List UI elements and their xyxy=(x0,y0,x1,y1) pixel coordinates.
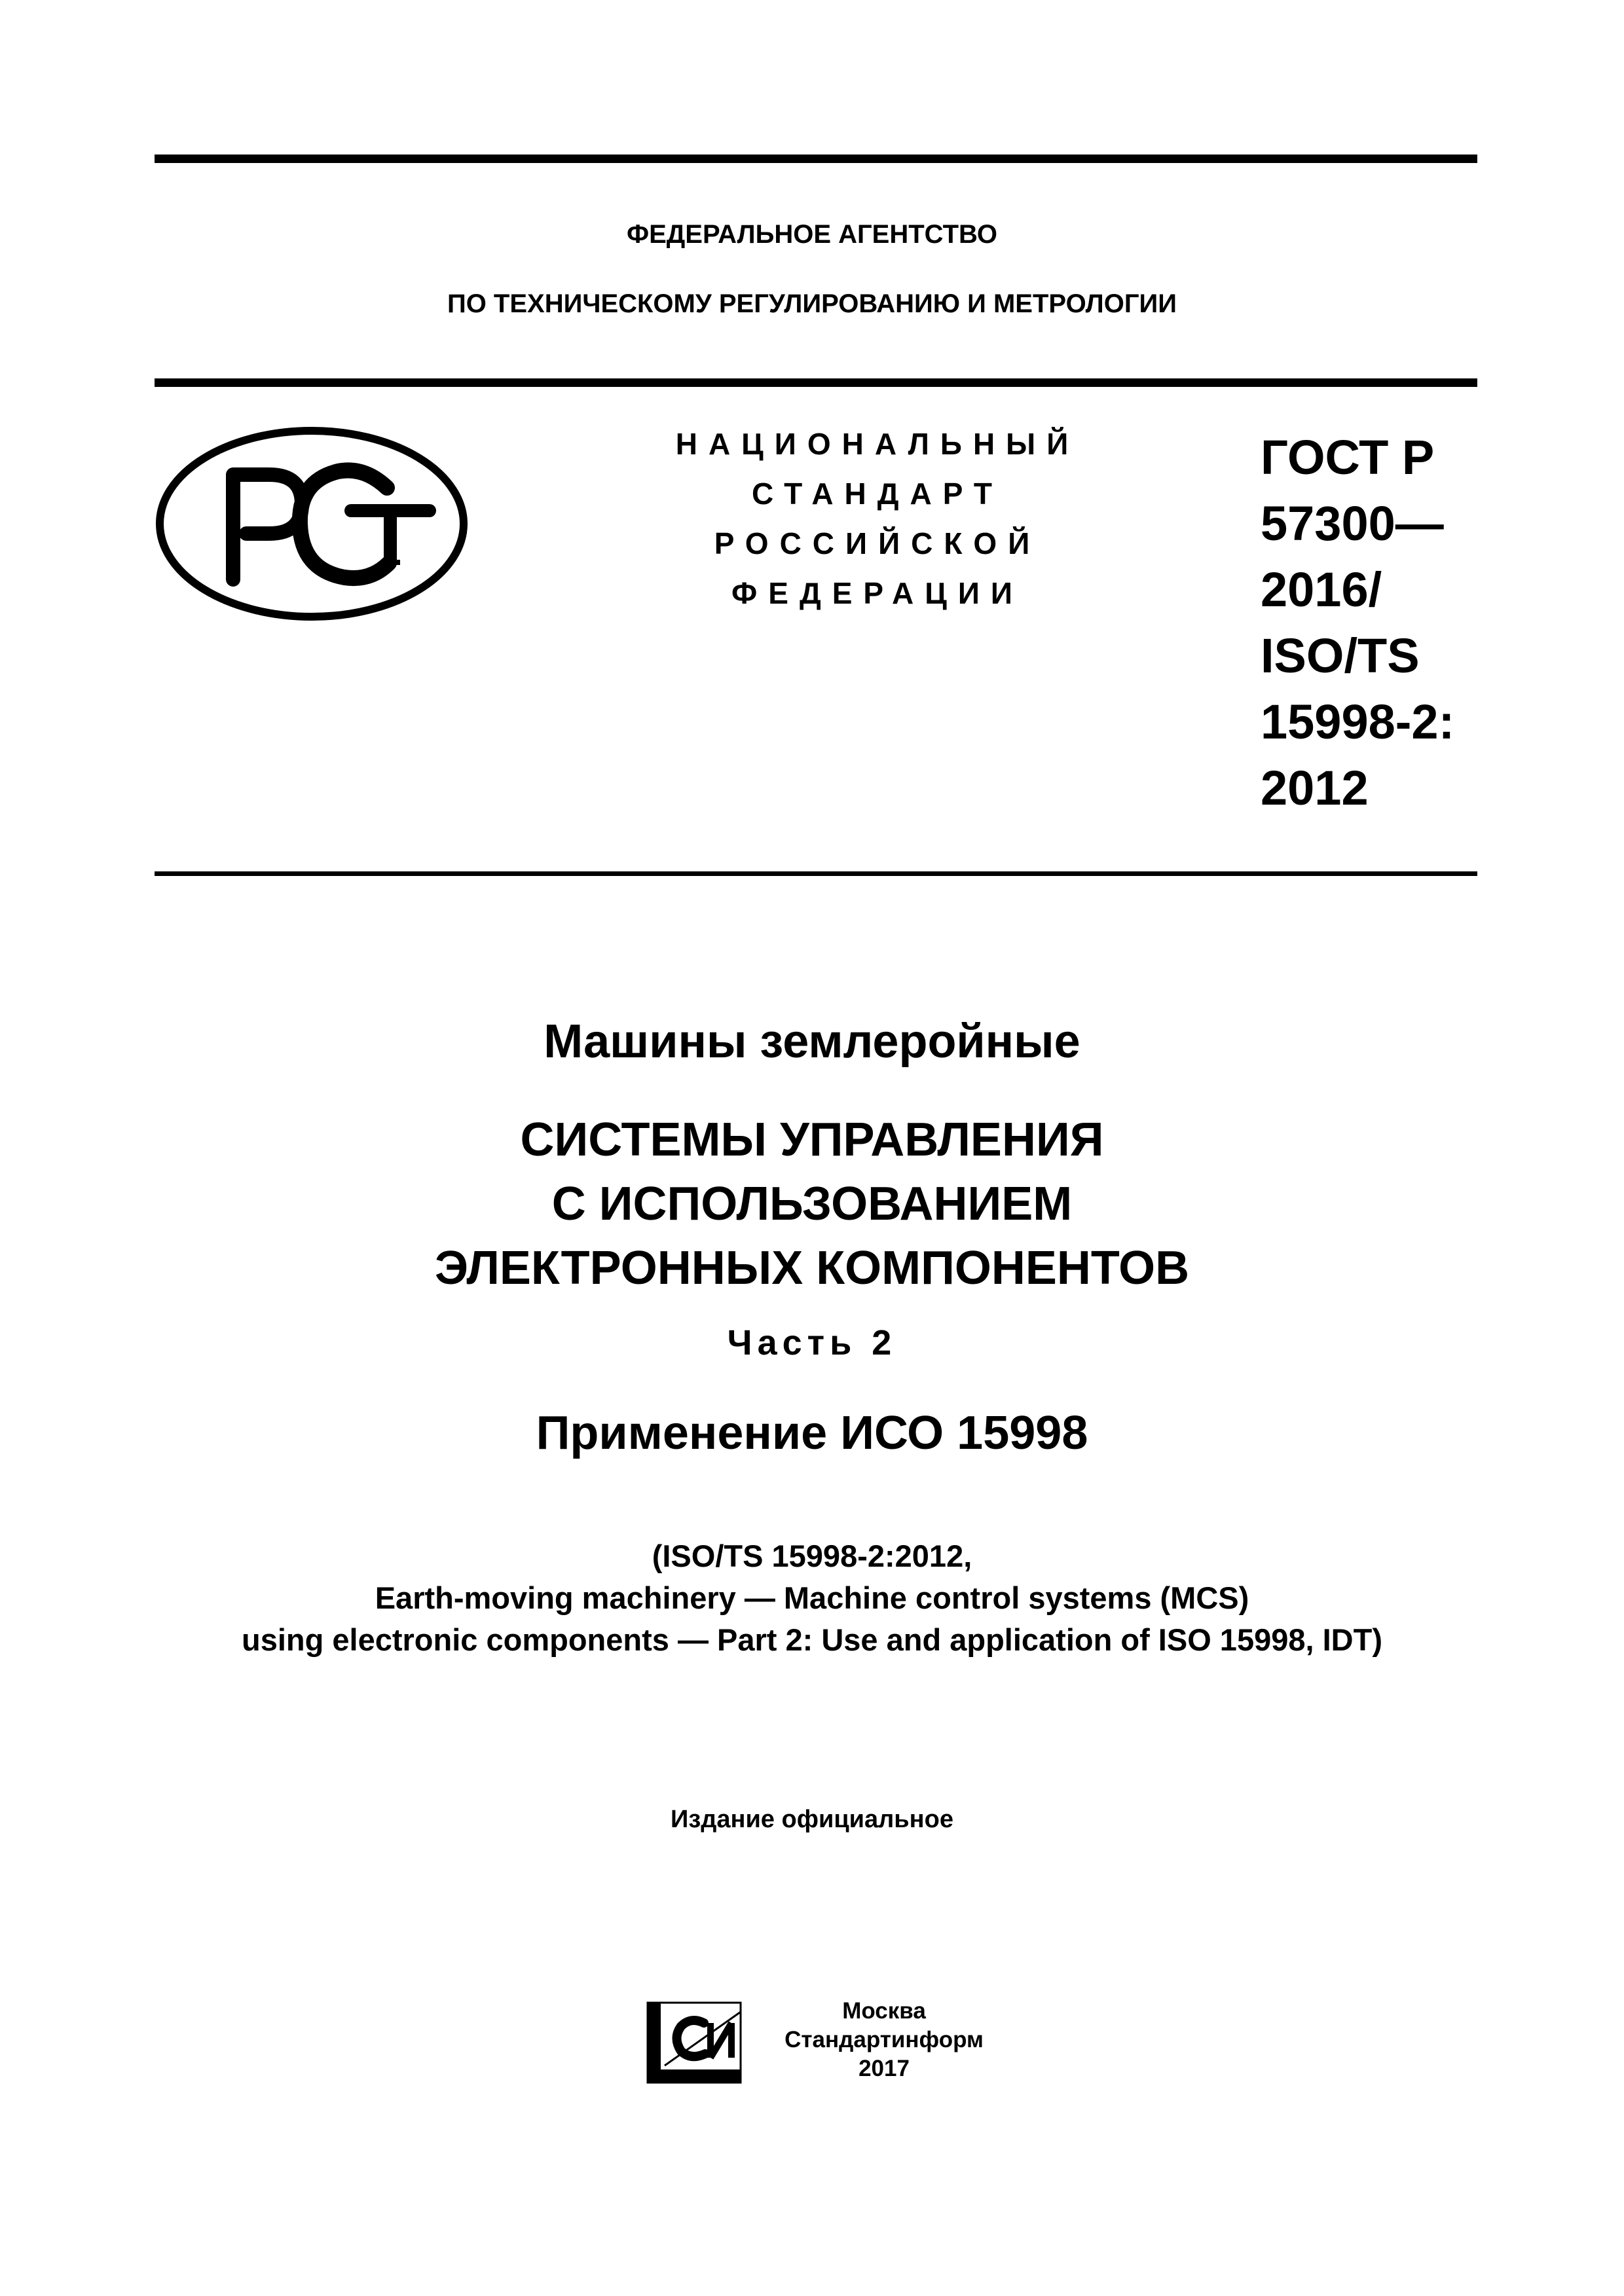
designation-line-2: 57300— xyxy=(1261,496,1444,551)
subtitle-line-3: ЭЛЕКТРОННЫХ КОМПОНЕНТОВ xyxy=(434,1242,1190,1294)
national-line-2: СТАНДАРТ xyxy=(752,477,1003,511)
national-line-4: ФЕДЕРАЦИИ xyxy=(731,576,1024,610)
title-rule xyxy=(155,871,1477,876)
national-line-1: НАЦИОНАЛЬНЫЙ xyxy=(675,427,1080,461)
agency-line-1: ФЕДЕРАЛЬНОЕ АГЕНТСТВО xyxy=(626,220,998,249)
publisher-name: Стандартинформ xyxy=(784,2027,984,2052)
agency-line-2: ПО ТЕХНИЧЕСКОМУ РЕГУЛИРОВАНИЮ И МЕТРОЛОГИИ xyxy=(447,289,1177,318)
rst-logo-icon xyxy=(155,426,469,622)
designation-line-5: 15998-2: xyxy=(1261,695,1455,749)
subtitle-line-1: СИСТЕМЫ УПРАВЛЕНИЯ xyxy=(520,1114,1104,1166)
standard-designation xyxy=(1261,424,1454,821)
part-title: Применение ИСО 15998 xyxy=(536,1407,1088,1459)
document-title: Машины землеройные xyxy=(544,1015,1080,1068)
english-title-line-1: (ISO/TS 15998-2:2012, xyxy=(652,1539,972,1573)
publisher-block xyxy=(773,1997,995,2083)
designation-line-6: 2012 xyxy=(1261,761,1369,815)
top-rule xyxy=(155,155,1477,163)
edition-label: Издание официальное xyxy=(671,1806,953,1833)
english-title-line-2: Earth-moving machinery — Machine control systems (MCS) xyxy=(375,1580,1249,1615)
designation-line-3: 2016/ xyxy=(1261,562,1382,617)
designation-line-1: ГОСТ Р xyxy=(1261,430,1435,484)
publisher-year: 2017 xyxy=(858,2056,910,2081)
publisher-city: Москва xyxy=(842,1998,926,2024)
english-title-line-3: using electronic components — Part 2: Use and application of ISO 15998, IDT) xyxy=(242,1622,1382,1657)
subtitle-line-2: С ИСПОЛЬЗОВАНИЕМ xyxy=(551,1178,1073,1230)
header-rule xyxy=(155,378,1477,387)
part-number: Часть 2 xyxy=(727,1323,897,1362)
national-standard-label xyxy=(589,419,1166,618)
designation-line-4: ISO/TS xyxy=(1261,629,1420,683)
national-line-3: РОССИЙСКОЙ xyxy=(714,526,1041,560)
standartinform-logo-icon xyxy=(645,2000,743,2085)
